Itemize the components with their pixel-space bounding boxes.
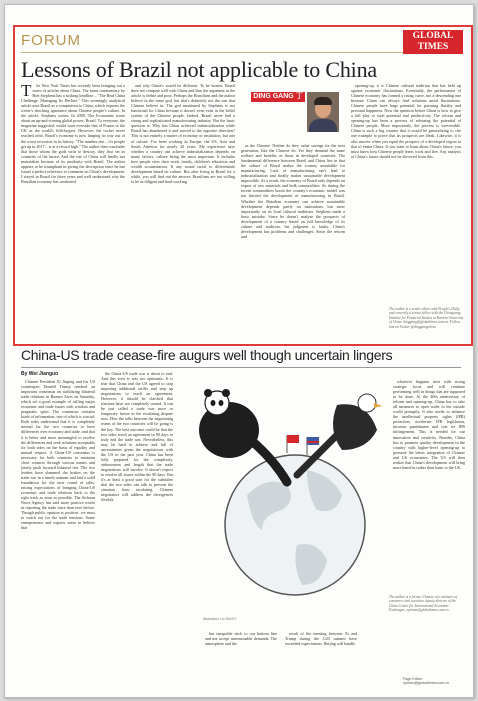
photo-shirt (309, 119, 337, 132)
drop-cap: T (21, 83, 32, 100)
logo-line2: TIMES (417, 41, 449, 52)
logo-line1: GLOBAL (412, 31, 454, 41)
flag-china (287, 435, 299, 443)
top-article-column-4 (351, 83, 461, 305)
section-label: FORUM (21, 32, 81, 49)
bottom-article-column-4 (285, 631, 357, 693)
bottom-col2-text: the China-US trade war is about to end. And this view is way too optimistic. It is true that China and the US agreed to stop imposing additional tariffs and step up negotiations to reach an agreement. However, it should be clarified that tensions have not completely ceased. It can be just called a trade war truce or temporary freeze in the escalating dispute now. How the talks between the negotiating teams of the two countries will be going is the key. The best outcome could be that the two sides reach an agreement in 90 days to truly end the trade war. Nevertheless, this may be hard to achieve and full of uncertainties given the negotiations with the US in the past year. China has been fully prepared for the complexity, arduousness and length that the trade negotiations will involve. It doesn't expect to resolve all issues within the 90 days. But it's at least a good start for the subsidies that the two sides can talk to prevent the situation from escalating. Chinese negotiators will address the divergences flexibly (101, 371, 173, 503)
panda-eye-right (219, 400, 224, 406)
bottom-author-note: The author is a former Chinese vice minister of commerce and executive deputy director of the China Center for International Economic Exchanges. opinion@globaltimes.com.cn (389, 595, 458, 613)
page-info (403, 677, 449, 686)
newspaper-page (4, 4, 474, 698)
photo-hair (314, 97, 332, 105)
bottom-article-column-1 (21, 379, 95, 693)
top-article-headline: Lessons of Brazil not applicable to China (21, 57, 377, 82)
top-article-column-1 (21, 83, 125, 339)
top-col4-text: opening-up, it is Chinese cultural tradition that has held up against economic fluctuations. Eventually, the performance of Chinese economy has formed a rising curve, not a descending one because China can always find solutions amid fluctuations. Chinese people have huge potential for pursuing fluidity and personal happiness. Now the question before China is how to give a full play to such potential and productivity. The reform and opening-up has been a process of releasing the potential of Chinese people. More importantly, the process is irreversible. China is such a big country that it would be generalizing to cite one example to prove that its prospects are bleak. Likewise, it is also unwise when you equal the prospect of a developed region to that of entire China. If you want to learn about China's future, you must know how Chinese people learn, work and live. Any analysis of China's future should not be divorced from this. (351, 83, 461, 159)
top-col1-text: he New York Times has recently been bringing out a series of articles about China. The latest commentary by Bret Stephens has a striking headline – "The Real China Challenge: Managing Its Decline." This seemingly analytical article uses Brazil as a comparison to China, which exposes the writer's shocking ignorance about Chinese people's culture. In the article, Stephens writes: In 2009, The Economist wrote about an up-and-coming global power: Brazil. To everyone, the magazine suggested, would soon overtake that of France or the UK as the world's fifth-largest. However, the rocket never reached orbit. Brazil's economy is now limping its way out of the worst recession in its history. "The number one – it's people get up in 2017 – is at a record high." The author then concludes that those whom the gods wish to destroy, they first set as countries of the future. And the rise of China will finally not materialize because of its similarity with Brazil. The author appears to be triumphant in giving the description since he has found a perfect reference to comment on China's development. I stayed in Brazil for three years and well understand why the Brazilian economy has weakened (21, 83, 125, 184)
cartoon-caption: Illustration: Liu Rui/GT (203, 617, 237, 621)
bottom-article-column-3 (205, 631, 277, 693)
top-col3-text: as the Chinese. Neither do they value savings for the next generation, like the Chinese do. Yet they demand the same welfare and benefits as those in developed countries. The fundamental difference between Brazil and China lies in that the culture of Brazil makes the country unsuitable for manufacturing. Lack of manufacturing can't lead to industrialization and finally makes sustainable development impossible. As a result, the economy of Brazil only depends on export of raw materials and bulk commodities. So during the recent commodities boom the country's economic model was not limited the development of manufacturing in Brazil. Whether the Brazilian economy can achieve sustainable development depends partly on institutions, but more importantly on its local cultural traditions. Stephens made a basic mistake. Since he doesn't analyze the prospects of development of a country based on full knowledge of its culture and tradition, his judgment is faulty. China's development has problems and challenges. Since the reform and (241, 143, 345, 239)
section-rule (21, 52, 461, 53)
panda-ear-right (222, 389, 230, 397)
author-photo (307, 92, 339, 132)
page-email: opinion@globaltimes.com.cn (403, 681, 449, 686)
bottom-article-column-2 (101, 371, 173, 693)
flag-us-stripe (307, 441, 319, 443)
bottom-byline: By Wei Jianguo (21, 371, 59, 377)
bottom-headline-rule (21, 367, 461, 368)
top-author-note: The author is a senior editor with People's Daily, and currently a senior fellow with the Chongyang Institute for Financial Studies at Renmin University of China. dinggang@globaltimes.com.cn. Follow him on Twitter @dinggangchina (389, 307, 464, 329)
panda-ear-left (204, 389, 212, 397)
eagle-head (358, 394, 376, 412)
top-article-column-3 (241, 143, 345, 339)
bottom-col3-text: but inexpoble stick to our bottom line and not accept unreasonable demands. The atmosphere and the (205, 631, 277, 647)
top-col2-text: and why China's would be different. To be honest, Brazil does not compare well with China and thus the argument in the article is feeble and poor. Perhaps the Brazilians and the author believe in the same god, but that's definitely not the one that Chinese believe in. The god mentioned by Stephens is not functional for China because it doesn't even exist in the belief system of the Chinese people. Indeed, Brazil never had a strong and sophisticated manufacturing industry. But the basic question is: Why has China achieved industrialization while Brazil has abandoned it and moved to the opposite direction? This is not entirely a matter of economy or institution, but one of culture. I've been working in Europe, the US, Asia and South America for nearly 20 years. My experience says whether a country can achieve industrialization depends on many factors, culture being the most important. It includes how people view their work, family, children's education and wealth accumulation. If any sound racial to differentiate development based on culture. But after living in Brazil for a while, you will find out the answer: Brazilians are not willing to be as diligent and hard working (131, 83, 235, 184)
global-times-logo (403, 30, 463, 54)
author-byline (251, 92, 341, 145)
top-article-column-2 (131, 83, 235, 339)
bottom-article-headline: China-US trade cease-fire augurs well though uncertain lingers (21, 347, 393, 363)
cartoon-illustration (177, 375, 389, 630)
panda-eye-left (211, 400, 216, 406)
author-name-text: DING GANG (253, 93, 294, 100)
bottom-article-column-5 (393, 379, 465, 589)
page-editor-label: Page Editor: (403, 677, 423, 681)
bottom-col4-text: result of the meeting between Xi and Trump during the G20 summit have exceeded expectations. Beijing will handle (285, 631, 357, 647)
bottom-col1-text: Chinese President Xi Jinping and his US counterpart Donald Trump reached an important consensus on stabilizing bilateral trade relations in Buenos Aires on Saturday, which set a good example of calling major economic and trade issues with wisdom and pragmatic spirit. The consensus contains loads of information, one of which is crucial: Both sides understand that it is completely normal for the two countries to have differences over economy and trade, and that it is better and more meaningful to resolve the differences and seek solutions acceptable for both sides on the basis of equality and mutual respect. A China-US consensus is necessary for both countries to maintain close contacts through various means and jointly push forward bilateral ties. The two leaders have slammed the brakes on the trade war in a timely manner and laid a solid foundation for the next round of talks, raising expectations of bringing China-US economic and trade relations back to the right track as soon as possible. The Sichuan News Agency has said more positive words in reporting the trade truce than ever before. Though public opinion is positive, we must to watch out for the trade tensions. Some entrepreneurs and experts seem to believe that (21, 379, 95, 531)
author-name-cn: 丁刚 (274, 93, 303, 110)
bottom-col5-text: whatever happens next with strong strategic focus and will continue performing well in things that are supposed to be done. At the 40th anniversary of reform and opening-up, China has to take all measures to open wider to the outside world promptly. It also needs to enhance the intellectual property rights (IPR) protection, accelerate IPR legislation, increase punishment and cost for IPR infringement. This is needed for our innovation and creativity. Besides, China has to promote quality development in the country with higher-level opening-up to promote the better integration of Chinese and US economies. The US will then realize that China's development will bring more benefits rather than harm to the US. (393, 379, 465, 470)
author-name (251, 92, 305, 110)
